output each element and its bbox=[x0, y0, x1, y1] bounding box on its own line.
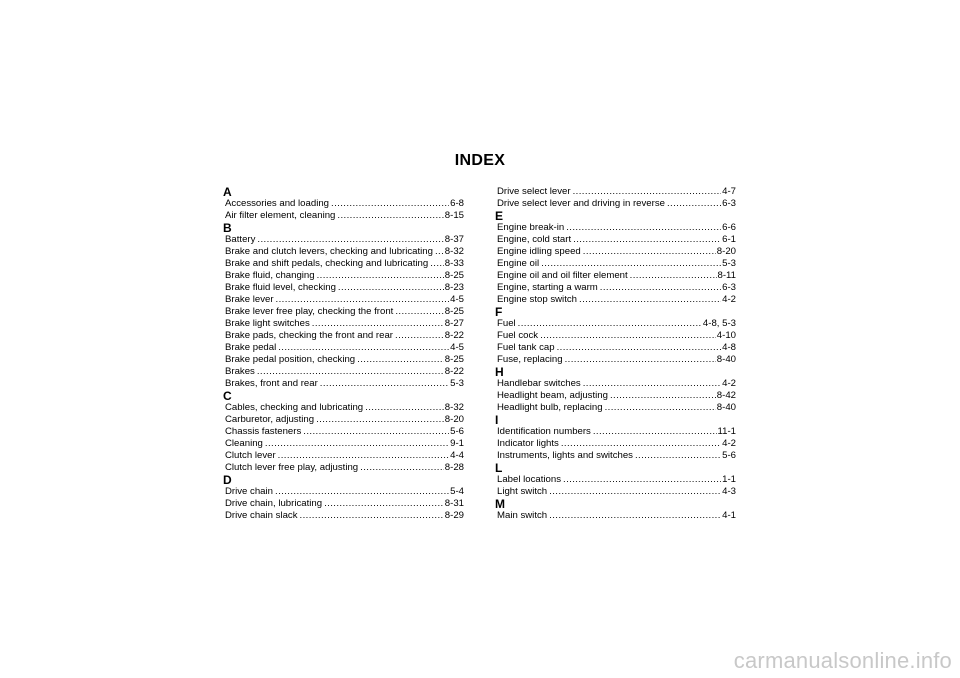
index-entry-page: 4-7 bbox=[722, 186, 736, 197]
index-entry bbox=[497, 282, 736, 294]
index-entry bbox=[225, 318, 464, 330]
index-entry bbox=[225, 198, 464, 210]
dot-leader bbox=[573, 186, 722, 198]
index-entry-page: 4-2 bbox=[722, 378, 736, 389]
dot-leader bbox=[573, 234, 721, 246]
page-title: INDEX bbox=[454, 152, 506, 169]
index-entry-page: 8-11 bbox=[717, 270, 736, 281]
dot-leader bbox=[518, 318, 702, 330]
dot-leader bbox=[303, 426, 449, 438]
index-entry-page: 8-20 bbox=[716, 246, 736, 257]
index-entry-page: 4-3 bbox=[722, 486, 736, 497]
index-entry bbox=[225, 282, 464, 294]
index-entry-term: Engine break-in bbox=[497, 222, 565, 233]
index-entry bbox=[497, 186, 736, 198]
index-entry bbox=[225, 366, 464, 378]
index-entry bbox=[225, 306, 464, 318]
index-letter-heading: I bbox=[495, 413, 499, 427]
index-entry-term: Brake pedal position, checking bbox=[225, 354, 356, 365]
index-entry bbox=[225, 234, 464, 246]
index-entry bbox=[225, 450, 464, 462]
index-entry-term: Headlight bulb, replacing bbox=[497, 402, 603, 413]
index-entry-page: 4-1 bbox=[722, 510, 736, 521]
dot-leader bbox=[583, 378, 721, 390]
dot-leader bbox=[549, 510, 721, 522]
index-entry-page: 5-6 bbox=[722, 450, 736, 461]
index-entry bbox=[497, 330, 736, 342]
index-entry-term: Handlebar switches bbox=[497, 378, 581, 389]
index-entry-term: Brake and shift pedals, checking and lubricating bbox=[225, 258, 429, 269]
dot-leader bbox=[357, 354, 444, 366]
index-entry bbox=[497, 246, 736, 258]
watermark: carmanualsonline.info bbox=[733, 648, 952, 673]
index-entry-page: 4-2 bbox=[722, 294, 736, 305]
index-entry-term: Label locations bbox=[497, 474, 562, 485]
index-entry-term: Accessories and loading bbox=[225, 198, 329, 209]
index-entry-term: Air filter element, cleaning bbox=[225, 210, 336, 221]
index-entry bbox=[225, 258, 464, 270]
index-entry-page: 4-2 bbox=[722, 438, 736, 449]
index-entry-page: 1-1 bbox=[722, 474, 736, 485]
index-entry-term: Brakes, front and rear bbox=[225, 378, 318, 389]
index-entry-page: 8-42 bbox=[716, 390, 736, 401]
index-entry-term: Drive select lever and driving in reverse bbox=[497, 198, 665, 209]
dot-leader bbox=[338, 282, 444, 294]
index-entry bbox=[497, 474, 736, 486]
index-entry bbox=[225, 270, 464, 282]
index-entry-page: 6-3 bbox=[722, 198, 736, 209]
index-entry bbox=[225, 342, 464, 354]
index-entry-page: 6-3 bbox=[722, 282, 736, 293]
dot-leader bbox=[430, 258, 444, 270]
dot-leader bbox=[257, 234, 443, 246]
index-entry-page: 4-8 bbox=[722, 342, 736, 353]
dot-leader bbox=[541, 258, 721, 270]
index-entry-page: 8-22 bbox=[444, 366, 464, 377]
dot-leader bbox=[265, 438, 449, 450]
index-entry-page: 8-40 bbox=[716, 402, 736, 413]
index-entry-page: 4-5 bbox=[450, 342, 464, 353]
index-entry-page: 11-1 bbox=[717, 426, 736, 437]
index-entry-page: 8-25 bbox=[444, 306, 464, 317]
index-entry-term: Cables, checking and lubricating bbox=[225, 402, 364, 413]
dot-leader bbox=[300, 510, 444, 522]
index-letter-heading: A bbox=[223, 185, 232, 199]
dot-leader bbox=[667, 198, 721, 210]
index-entry-term: Brake fluid, changing bbox=[225, 270, 315, 281]
index-entry bbox=[225, 378, 464, 390]
index-entry-term: Brake fluid level, checking bbox=[225, 282, 336, 293]
index-entry bbox=[497, 450, 736, 462]
dot-leader bbox=[435, 246, 444, 258]
index-entry bbox=[497, 222, 736, 234]
index-entry-page: 8-31 bbox=[444, 498, 464, 509]
index-entry-term: Engine idling speed bbox=[497, 246, 581, 257]
index-entry-term: Brake pedal bbox=[225, 342, 277, 353]
dot-leader bbox=[635, 450, 721, 462]
dot-leader bbox=[365, 402, 444, 414]
dot-leader bbox=[360, 462, 444, 474]
dot-leader bbox=[320, 378, 449, 390]
dot-leader bbox=[565, 354, 716, 366]
index-entry-page: 4-10 bbox=[716, 330, 736, 341]
index-entry bbox=[497, 510, 736, 522]
index-entry bbox=[497, 318, 736, 330]
index-entry bbox=[225, 498, 464, 510]
index-entry bbox=[225, 438, 464, 450]
index-entry-page: 5-4 bbox=[450, 486, 464, 497]
dot-leader bbox=[395, 306, 443, 318]
index-entry bbox=[225, 294, 464, 306]
index-letter-heading: M bbox=[495, 497, 505, 511]
index-entry-term: Carburetor, adjusting bbox=[225, 414, 315, 425]
index-entry-page: 8-25 bbox=[444, 354, 464, 365]
dot-leader bbox=[324, 498, 444, 510]
index-entry-term: Engine, starting a warm bbox=[497, 282, 598, 293]
index-entry-term: Engine oil bbox=[497, 258, 540, 269]
index-entry-term: Drive chain bbox=[225, 486, 273, 497]
index-entry-term: Clutch lever bbox=[225, 450, 276, 461]
index-entry-term: Chassis fasteners bbox=[225, 426, 302, 437]
dot-leader bbox=[563, 474, 721, 486]
dot-leader bbox=[610, 390, 716, 402]
dot-leader bbox=[583, 246, 716, 258]
index-entry-term: Brake lever bbox=[225, 294, 274, 305]
index-entry-page: 8-15 bbox=[444, 210, 464, 221]
index-letter-heading: H bbox=[495, 365, 504, 379]
index-entry-page: 6-6 bbox=[722, 222, 736, 233]
index-entry-term: Main switch bbox=[497, 510, 548, 521]
dot-leader bbox=[257, 366, 444, 378]
dot-leader bbox=[337, 210, 443, 222]
index-entry bbox=[497, 342, 736, 354]
dot-leader bbox=[395, 330, 444, 342]
index-entry bbox=[225, 426, 464, 438]
index-entry-term: Brake lever free play, checking the front bbox=[225, 306, 394, 317]
index-entry-page: 5-3 bbox=[450, 378, 464, 389]
dot-leader bbox=[278, 342, 449, 354]
index-letter-heading: B bbox=[223, 221, 232, 235]
index-entry-page: 8-32 bbox=[444, 402, 464, 413]
index-entry bbox=[497, 270, 736, 282]
index-entry-term: Drive chain, lubricating bbox=[225, 498, 323, 509]
dot-leader bbox=[600, 282, 721, 294]
index-entry-page: 4-5 bbox=[450, 294, 464, 305]
index-entry-page: 9-1 bbox=[450, 438, 464, 449]
index-entry-term: Fuel cock bbox=[497, 330, 539, 341]
index-entry bbox=[225, 510, 464, 522]
dot-leader bbox=[579, 294, 721, 306]
index-entry bbox=[225, 414, 464, 426]
index-entry-page: 8-33 bbox=[444, 258, 464, 269]
index-entry-page: 8-22 bbox=[444, 330, 464, 341]
index-entry bbox=[497, 258, 736, 270]
dot-leader bbox=[331, 198, 449, 210]
index-entry bbox=[497, 354, 736, 366]
dot-leader bbox=[566, 222, 721, 234]
index-letter-heading: D bbox=[223, 473, 232, 487]
index-entry bbox=[497, 402, 736, 414]
index-entry bbox=[497, 486, 736, 498]
dot-leader bbox=[312, 318, 444, 330]
dot-leader bbox=[278, 450, 449, 462]
index-entry-term: Instruments, lights and switches bbox=[497, 450, 633, 461]
dot-leader bbox=[540, 330, 716, 342]
dot-leader bbox=[593, 426, 717, 438]
index-entry bbox=[225, 486, 464, 498]
index-entry bbox=[497, 234, 736, 246]
index-entry-term: Clutch lever free play, adjusting bbox=[225, 462, 359, 473]
dot-leader bbox=[605, 402, 716, 414]
index-entry-page: 8-40 bbox=[716, 354, 736, 365]
index-entry-term: Cleaning bbox=[225, 438, 263, 449]
index-letter-heading: C bbox=[223, 389, 232, 403]
index-entry-term: Brake pads, checking the front and rear bbox=[225, 330, 393, 341]
dot-leader bbox=[275, 486, 449, 498]
index-entry-term: Light switch bbox=[497, 486, 548, 497]
index-entry bbox=[497, 426, 736, 438]
index-column-right bbox=[497, 186, 736, 522]
index-entry-page: 5-3 bbox=[722, 258, 736, 269]
index-entry-page: 5-6 bbox=[450, 426, 464, 437]
dot-leader bbox=[549, 486, 721, 498]
dot-leader bbox=[630, 270, 717, 282]
index-entry-term: Drive chain slack bbox=[225, 510, 298, 521]
index-entry-page: 8-25 bbox=[444, 270, 464, 281]
index-entry-term: Identification numbers bbox=[497, 426, 591, 437]
index-entry bbox=[225, 246, 464, 258]
dot-leader bbox=[276, 294, 450, 306]
index-entry-term: Engine oil and oil filter element bbox=[497, 270, 628, 281]
index-entry-page: 4-8, 5-3 bbox=[702, 318, 736, 329]
index-entry-term: Fuel bbox=[497, 318, 516, 329]
index-entry-term: Headlight beam, adjusting bbox=[497, 390, 608, 401]
index-letter-heading: F bbox=[495, 305, 503, 319]
index-entry-term: Engine stop switch bbox=[497, 294, 577, 305]
index-entry bbox=[225, 402, 464, 414]
index-entry-term: Fuel tank cap bbox=[497, 342, 555, 353]
index-entry-page: 8-27 bbox=[444, 318, 464, 329]
index-entry-page: 8-29 bbox=[444, 510, 464, 521]
index-entry bbox=[497, 294, 736, 306]
index-letter-heading: L bbox=[495, 461, 503, 475]
index-entry-page: 8-28 bbox=[444, 462, 464, 473]
dot-leader bbox=[317, 270, 444, 282]
index-entry bbox=[225, 462, 464, 474]
index-entry-page: 8-37 bbox=[444, 234, 464, 245]
index-entry-page: 8-23 bbox=[444, 282, 464, 293]
index-entry bbox=[497, 378, 736, 390]
index-entry-page: 4-4 bbox=[450, 450, 464, 461]
index-entry bbox=[225, 210, 464, 222]
index-entry-page: 8-32 bbox=[444, 246, 464, 257]
index-entry bbox=[497, 198, 736, 210]
index-letter-heading: E bbox=[495, 209, 504, 223]
dot-leader bbox=[561, 438, 721, 450]
index-entry-term: Drive select lever bbox=[497, 186, 571, 197]
index-entry bbox=[497, 390, 736, 402]
index-entry-page: 6-1 bbox=[722, 234, 736, 245]
index-entry-term: Brake and clutch levers, checking and lubricating bbox=[225, 246, 433, 257]
index-entry-term: Fuse, replacing bbox=[497, 354, 563, 365]
index-entry-page: 8-20 bbox=[444, 414, 464, 425]
index-entry bbox=[497, 438, 736, 450]
dot-leader bbox=[316, 414, 444, 426]
index-entry bbox=[225, 354, 464, 366]
index-entry-term: Brakes bbox=[225, 366, 255, 377]
index-column-left bbox=[225, 186, 464, 522]
index-entry-term: Battery bbox=[225, 234, 256, 245]
index-entry-page: 6-8 bbox=[450, 198, 464, 209]
dot-leader bbox=[557, 342, 722, 354]
index-entry-term: Brake light switches bbox=[225, 318, 310, 329]
index-entry-term: Engine, cold start bbox=[497, 234, 572, 245]
index-entry-term: Indicator lights bbox=[497, 438, 559, 449]
index-entry bbox=[225, 330, 464, 342]
